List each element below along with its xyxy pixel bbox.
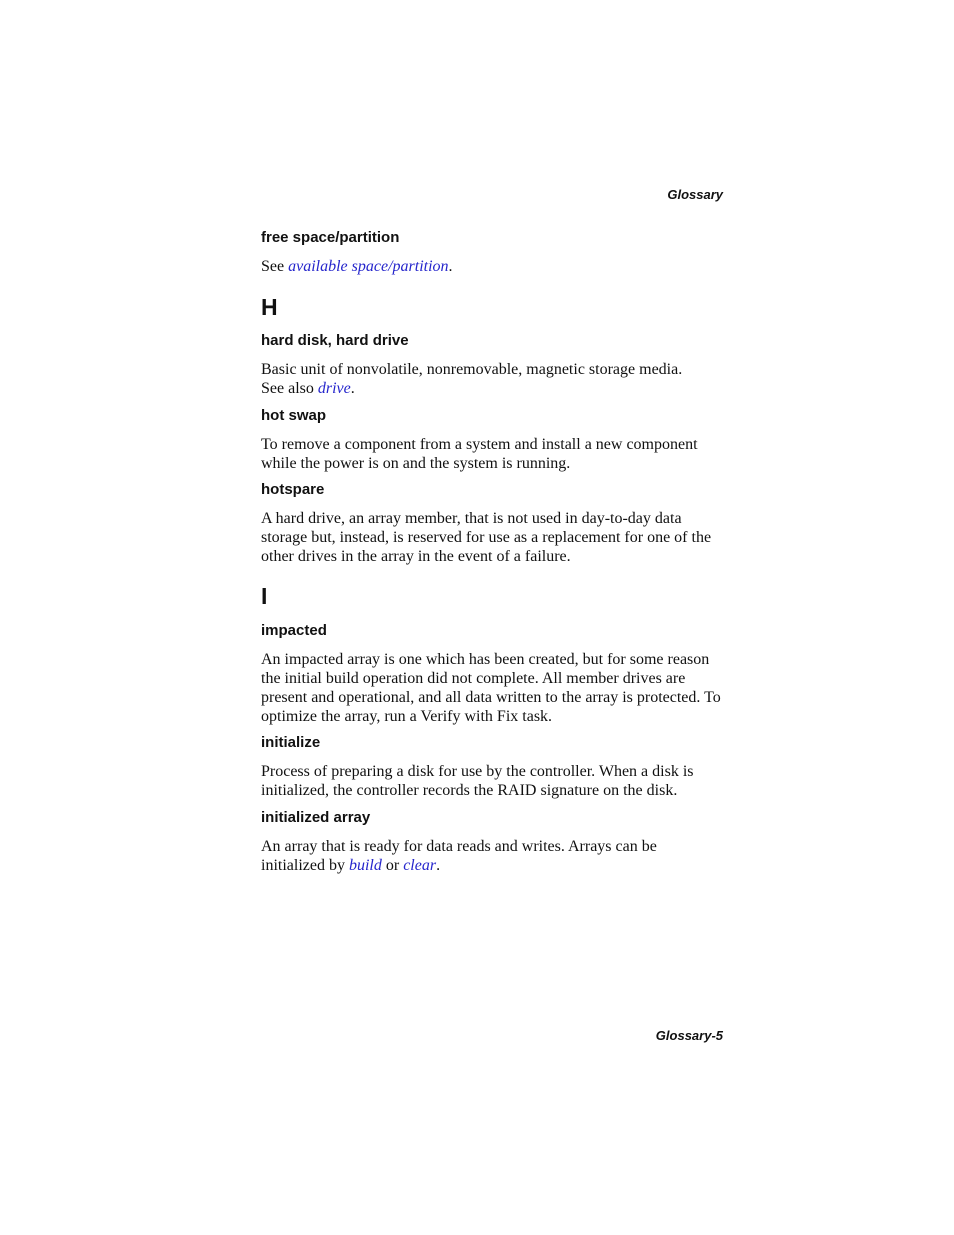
- term-hard-disk: hard disk, hard drive: [261, 332, 409, 349]
- term-free-space: free space/partition: [261, 229, 400, 246]
- def-hard-disk-see-also: See also: [261, 380, 318, 397]
- def-free-space-prefix: See: [261, 258, 289, 275]
- def-initialized-array-text: An array that is ready for data reads and writes. Arrays can be initialized by: [261, 838, 657, 874]
- def-initialized-array-suffix: .: [436, 857, 441, 874]
- section-letter-h: H: [261, 294, 278, 320]
- def-initialized-array-or: or: [381, 857, 404, 874]
- term-initialize: initialize: [261, 734, 321, 751]
- link-available-space-partition[interactable]: available space/partition: [288, 258, 449, 275]
- def-hot-swap: To remove a component from a system and install a new component while the power is on and the system is running.: [261, 436, 698, 472]
- def-hard-disk-suffix: .: [350, 380, 355, 397]
- term-hot-swap: hot swap: [261, 407, 327, 424]
- page-header: Glossary: [667, 187, 723, 202]
- link-clear[interactable]: clear: [403, 857, 437, 874]
- page-number: Glossary-5: [655, 1028, 723, 1043]
- def-initialized-array: [261, 837, 723, 875]
- def-free-space: [261, 257, 723, 276]
- def-impacted: An impacted array is one which has been created, but for some reason the initial build operation did not complete. All member drives are present and operational, and all data written to the array is protected. To optimize the array, run a Verify with Fix task.: [261, 651, 721, 725]
- term-initialized-array: initialized array: [261, 809, 371, 826]
- def-initialize: Process of preparing a disk for use by the controller. When a disk is initialized, the controller records the RAID signature on the disk.: [261, 763, 694, 799]
- term-hotspare: hotspare: [261, 481, 325, 498]
- section-letter-i: I: [261, 583, 268, 609]
- def-hard-disk-text: Basic unit of nonvolatile, nonremovable, magnetic storage media.: [261, 361, 683, 378]
- def-free-space-suffix: .: [448, 258, 453, 275]
- link-drive[interactable]: drive: [317, 380, 351, 397]
- def-hard-disk: [261, 360, 723, 398]
- def-hotspare: A hard drive, an array member, that is not used in day-to-day data storage but, instead, is reserved for use as a replacement for one of the other drives in the array in the event of a failure.: [261, 510, 712, 565]
- term-impacted: impacted: [261, 622, 327, 639]
- link-build[interactable]: build: [348, 857, 382, 874]
